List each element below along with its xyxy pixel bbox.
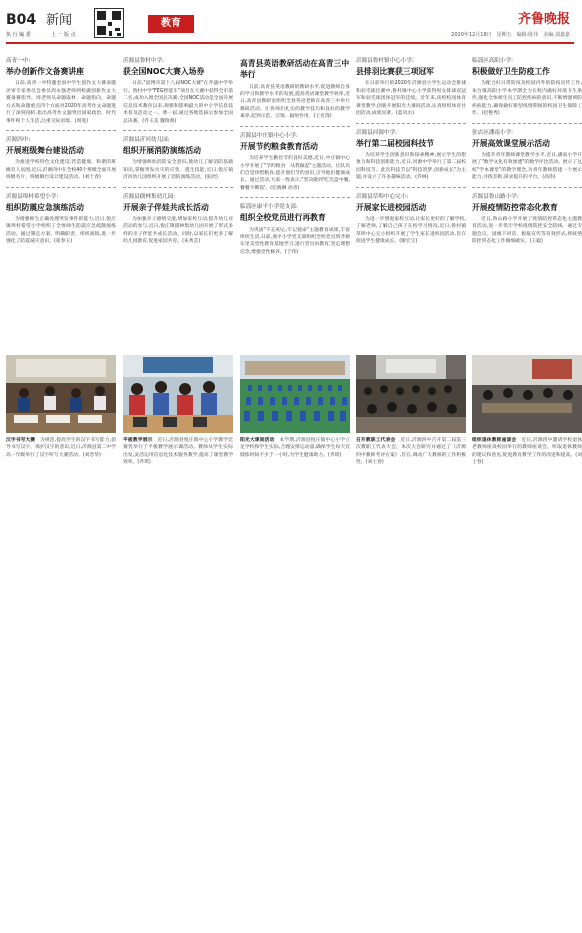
- article-body: [6, 216, 116, 246]
- article-body: [472, 80, 582, 117]
- caption-lead: 组织退休教师座谈会: [472, 438, 517, 443]
- article-headline: 举办创新作文备赛讲座: [6, 67, 84, 77]
- article-author: (朱秀芸): [182, 239, 201, 245]
- article-school: 沂源县儒林集幼儿园:: [123, 193, 176, 200]
- article-text: 为增强师生正确处理突发事件的能力,近日,悦庄镇埠村希望小学组织了全体师生防震应急疏散演练活动。通过制定方案、明确职责、组织演练,进一步强化了防震减灾意识。: [6, 217, 116, 245]
- article-body: [356, 80, 466, 117]
- caption-text: 本学期,沂源县悦庄镇中心小学立足学校和学生实际,合理安排运动量,确保学生每天有锻炼时间不少于一小时,为学生健康助力。: [240, 438, 350, 458]
- caption-5: [472, 437, 582, 467]
- caption-1: [6, 437, 116, 459]
- article-school: 沂源县鲁村镇中心小学:: [356, 58, 414, 64]
- article-headline: 高青县英语教研活动在高青三中举行: [240, 59, 350, 80]
- article-author: (于伟): [284, 249, 299, 255]
- article-headline: 县排羽比赛获三项冠军: [356, 67, 434, 77]
- article-text: 日前,高青一中特邀金国中学生创作文大赛命题评审专家委员会委员周永强老师到校做创新作文大赛备赛指导。周老师从命题取材、命题指向、命题方式和命题重点四个方面对2020年高考作文命题进行了深刻剖析,指出高考作文题突出国家政治、时代事件和个人生活,注重交际语境。: [6, 81, 116, 124]
- article-separator: [472, 123, 582, 124]
- article-text: 为巩固"不忘初心,牢记使命"主题教育成果,丰富组织生活,日前,康平小学党支部组织全校党员到齐源东里美党性教育基地学习,进行党员再教育,坚定理想信念,增强党性修养。: [240, 227, 350, 255]
- article: [240, 58, 350, 121]
- article-text: 日前,"淄博市第十八届NOC大赛"在齐盛中学举行。鲁村中学"FEG智能车"项目在大赛中获得全市第二名,成功入围全国总决赛,全国NOC活动是全国开展信息技术教育以来,规模和影响最大的中小学信息技术普及活动之一。尊一届,通过各地选拔后参加全国总决赛。: [123, 81, 233, 124]
- article-body: [240, 84, 350, 121]
- article: [240, 132, 350, 193]
- article-school: 沂源县鲁村中学:: [123, 58, 165, 64]
- article: [123, 57, 233, 125]
- article: [6, 57, 116, 125]
- article-author: (乔玉美 魏瑞燕): [142, 118, 177, 124]
- caption-author: (刘士春): [472, 452, 582, 466]
- column-4: [356, 57, 466, 246]
- caption-text: 近日,沂源四中召开第二届第三次教职工代表大会。本次大会研究并通过了《沂源四中教师考评方案》,旨在,调动广大教师的工作积极性。: [356, 438, 466, 466]
- article-text: 为配合好日常防疫及校园内外的防疫宣传工作,朱台镇高阳小学本学期全力在校内做好环境卫生条件,强化全体师生员工防控疾病的意识,不断增强预防疾病能力,确保做好新型疫情期间的校园卫生保障工作。: [472, 81, 582, 117]
- photo-retired-teachers: [472, 355, 582, 433]
- section-tag: 教育: [148, 15, 194, 33]
- article-author: (刘士春): [82, 175, 101, 181]
- article: [472, 193, 582, 246]
- caption-lead: 召开教职工代表会: [356, 438, 396, 443]
- photo-tablet-lesson: [123, 355, 233, 433]
- caption-3: [240, 437, 350, 459]
- caption-text: 为规范,提高学生的汉字书写能力,倡导书写汉字、保护汉字的意识,近日,沂源县第二中学高一年级举行了汉字听写大赛活动。: [6, 438, 116, 458]
- article-school: 临淄区高阳小学:: [472, 58, 514, 64]
- date-editor-line: 2020年12月18日 星期五 编辑:陈伟 美编:刘嘉嘉: [451, 32, 570, 38]
- article-body: [123, 216, 233, 246]
- article-body: [472, 152, 582, 182]
- article-headline: 开展家长进校园活动: [356, 202, 427, 212]
- article-body: [356, 152, 466, 182]
- article-text: 为提升青年教师课堂教学水平,近日,潘南小学开展了"数学文化有效渗透"的数学评比活动。展示了这校"学本课堂"的教学理念,为青年教师搭建一个展示能力,寻找差距,谋求提升的平台。: [472, 152, 582, 181]
- article-school: 沂源县河源中学:: [356, 129, 398, 136]
- editors-label: 执 行 编 委: [6, 32, 31, 38]
- article-separator: [123, 130, 233, 131]
- article: [123, 136, 233, 182]
- article-text: 为培养学生勤俭节约良好美德,近日,中庄镇中心小学开展了"节约粮食 从我做起"主题活动。让队员们自觉珍惜粮食,提升他们节约意识,引导他们健康成长。通过活动,大家一致表示,"坚决做到'吃光盘中餐,餐餐不剩饭'。: [240, 156, 350, 191]
- caption-2: [123, 437, 233, 467]
- article: [472, 57, 582, 118]
- article-separator: [472, 187, 582, 188]
- article-school: 沂源县埠村希望小学:: [6, 193, 59, 200]
- column-1: [6, 57, 116, 246]
- article-headline: 开展亲子伴娃共成长活动: [123, 202, 209, 212]
- caption-text: 近日,沂源县悦庄镇中心小学教学比赛优举行了平板教学展示课活动。教师从学生实际出发,灵活运用信息化技术服务教学,提高了课堂教学效率。: [123, 438, 233, 466]
- article-body: [6, 80, 116, 125]
- section-name: 新闻: [46, 13, 73, 28]
- column-2: [123, 57, 233, 246]
- qr-code-icon: [94, 8, 124, 38]
- photo-classroom-writing: [6, 355, 116, 433]
- article-body: [6, 159, 116, 181]
- article-author: (王聪): [529, 239, 543, 245]
- article-headline: 开展高效课堂展示活动: [472, 138, 550, 148]
- article-body: [123, 159, 233, 181]
- article-text: 为加强亲子感情交流,增加家校互动,提升幼儿对活动的参与,近日,悦庄镇儒林集幼儿园开展了形式多样的亲子伴娃共成长活动。同时,以家长们更多了解幼儿园教育,促进家园共育。: [123, 217, 233, 245]
- article-text: 为增强师幼消防安全意识,使幼儿了解消防基础知识,掌握突发火灾的应变、逃生技能,近日,悦庄镇沂河幼儿园组织开展了消防演练活动。: [123, 160, 233, 181]
- article-separator: [6, 187, 116, 188]
- article: [123, 193, 233, 246]
- article-separator: [240, 197, 350, 198]
- article-author: (高伟): [542, 175, 556, 181]
- article: [6, 136, 116, 182]
- article: [356, 57, 466, 118]
- article-school: 沂源县中庄镇中心小学:: [240, 132, 298, 139]
- caption-author: (齐琦): [327, 452, 342, 458]
- article-school: 沂源县鲁山路小学:: [472, 193, 519, 200]
- article-body: [356, 216, 466, 246]
- caption-author: (刘念华): [82, 452, 101, 458]
- article-school: 临淄区康平小学党支部:: [240, 204, 298, 211]
- article-headline: 获全国NOC大赛入场券: [123, 67, 205, 77]
- article-school: 沂源县沂河幼儿园:: [123, 136, 170, 143]
- article-body: [240, 227, 350, 257]
- article-author: (乔林): [415, 175, 429, 181]
- article-author: (崔春玉): [53, 239, 73, 245]
- article-text: 为进一步增进家校互动,让家长更好的了解学校,了解老师,了解自己孩子在校学习情况,近日,鲁村镇草埠中心完小组织开展了学生家长进校园活动,旨在促进学生健康成长。: [356, 217, 466, 245]
- page-number: B04: [6, 12, 37, 28]
- article: [472, 129, 582, 182]
- article-school: 沂源县草埠中心完小:: [356, 193, 409, 200]
- article-author: (赵艳秀): [481, 111, 500, 117]
- caption-lead: 阳光大课间活动: [240, 438, 275, 443]
- article-headline: 组织全校党员进行再教育: [240, 213, 326, 223]
- article-headline: 组织防震应急演练活动: [6, 202, 84, 212]
- article-text: 为推进学校特色文化建设,营造健康、和谐的班级育人氛围,近日,沂源四中在全校40个班级全面开展班级名片、班级舞台设计建设活动。: [6, 160, 116, 181]
- article-author: (谢宏宝): [399, 239, 418, 245]
- article: [240, 203, 350, 256]
- masthead: [6, 6, 574, 40]
- article: [356, 129, 466, 182]
- article-school: 沂源四中:: [6, 136, 31, 143]
- article-headline: 开展节约粮食教育活动: [240, 141, 318, 151]
- article-separator: [240, 126, 350, 127]
- newspaper-logo: 齐鲁晚报: [517, 12, 570, 27]
- article-author: (周进): [74, 118, 89, 124]
- caption-4: [356, 437, 466, 467]
- article-separator: [123, 187, 233, 188]
- column-3: [240, 57, 350, 256]
- article-text: 在日前举行的2020年沂源县小学生运动会排球和羽毛球比赛中,鲁村镇中心小学获得男女排球双冠军和羽毛球团体冠军的佳绩。近年来,该校校园体育课堂教学,创新开展阳光大课间活动,认真组织体育社团活动,成绩显著。: [356, 81, 466, 117]
- article-text: 日前,高青县英语教研的教研水平,促进教师自身的学习和教学水平的发展,提高英语课堂教学效率,近日,高青县教研室组织全县英语老师在高青三中举行教研活动。让各师们扎实的教学技巧和良好的教学素养,起到示范、引领、辐射作用。: [240, 84, 350, 120]
- photo-playground-exercise: [240, 355, 350, 433]
- article-separator: [356, 187, 466, 188]
- article-headline: 组织开展消防演练活动: [123, 146, 201, 156]
- article-body: [123, 80, 233, 125]
- article-separator: [356, 123, 466, 124]
- article-author: (蓝风水): [395, 111, 415, 117]
- article-headline: 开展疫情防控常态化教育: [472, 202, 558, 212]
- article-headline: 积极做好卫生防疫工作: [472, 67, 550, 77]
- prev-label: 上 一 版 点: [51, 32, 76, 38]
- article-text: 近日,鲁山路小学开展了疫情防控常态化主题教育活动,进一步筑牢学校疫情防控安全防线。通过专题会议、国旗下讲话、板报宣传等有效形式,将疫情防控常态化工作做细做实。: [472, 217, 582, 245]
- article-author: (张欣): [204, 175, 218, 181]
- caption-author: (刘士春): [365, 460, 384, 466]
- caption-text: 近日,沂源四中邀请学校退休老教师座谈校园举行的教师座谈会。听取退休教师的建议和意见,促进教育教学工作的改进和提高。: [472, 438, 582, 458]
- caption-author: (乔琪): [137, 460, 151, 466]
- article-headline: 开展班级舞台建设活动: [6, 146, 84, 156]
- article-separator: [6, 130, 116, 131]
- article-body: [240, 155, 350, 192]
- article-author: (王克锋): [313, 114, 332, 120]
- article-body: [472, 216, 582, 246]
- article: [356, 193, 466, 246]
- article-text: 为培养学生创新意识和探索精神,展示学生的想象力和科技创新能力,近日,河源中学举行了第二届校园科技节。此次科技节以"科技筑梦,创新成长"为主题,并设立了许多趣味活动。: [356, 152, 466, 181]
- article-headline: 举行第二届校园科技节: [356, 138, 434, 148]
- caption-lead: 汉字书写大赛: [6, 438, 36, 443]
- article: [6, 193, 116, 246]
- article-school: 张店区潘南小学:: [472, 129, 514, 136]
- column-5: [472, 57, 582, 246]
- caption-lead: 平板教学展示: [123, 438, 153, 443]
- article-author: (任晓琳 孙青): [270, 185, 300, 191]
- photo-staff-meeting: [356, 355, 466, 433]
- article-school: 高青一中:: [6, 58, 31, 64]
- header-rule: [6, 42, 574, 44]
